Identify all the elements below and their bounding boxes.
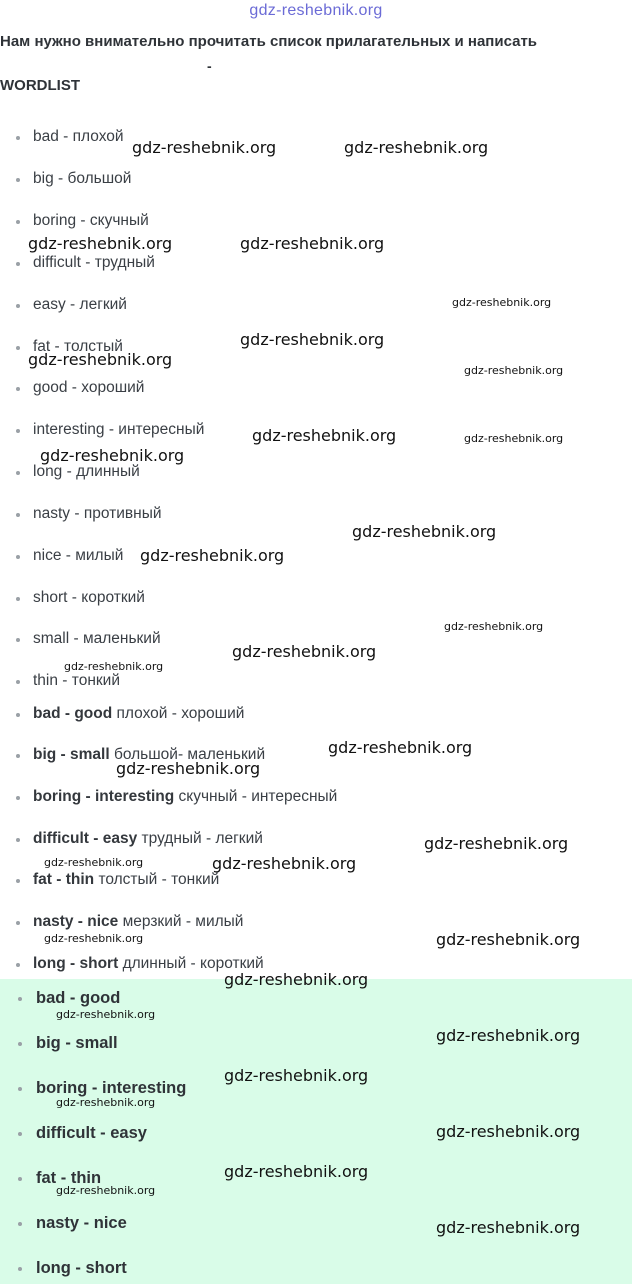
word-ru: легкий <box>79 296 127 313</box>
bullet-icon <box>16 921 20 925</box>
word-en: interesting <box>33 421 105 438</box>
word-text: long - длинный <box>33 463 140 480</box>
bullet-icon <box>16 513 20 517</box>
wordlist-title: WORDLIST <box>0 77 80 94</box>
word-ru: противный <box>83 505 162 522</box>
bullet-icon <box>16 713 20 717</box>
pair-en: difficult - easy <box>33 830 138 847</box>
bullet-icon <box>18 1267 22 1271</box>
answer-text: nasty - nice <box>36 1214 127 1232</box>
watermark-text: gdz-reshebnik.org <box>240 234 385 253</box>
word-text: nice - милый <box>33 547 124 564</box>
word-ru: плохой <box>72 128 124 145</box>
bullet-icon <box>16 136 20 140</box>
word-ru: короткий <box>81 589 145 606</box>
answer-text: fat - thin <box>36 1169 102 1187</box>
word-text: good - хороший <box>33 379 145 396</box>
word-text: interesting - интересный <box>33 421 205 438</box>
watermark-text: gdz-reshebnik.org <box>464 432 564 445</box>
watermark-text: gdz-reshebnik.org <box>444 620 544 633</box>
word-en: easy <box>33 296 66 313</box>
pair-ru: длинный - короткий <box>122 955 264 972</box>
bullet-icon <box>16 555 20 559</box>
pair-ru: толстый - тонкий <box>98 871 220 888</box>
watermark-text: gdz-reshebnik.org <box>464 364 564 377</box>
bullet-icon <box>16 838 20 842</box>
pair-en: fat - thin <box>33 871 95 888</box>
bullet-icon <box>16 597 20 601</box>
bullet-icon <box>16 387 20 391</box>
watermark-text: gdz-reshebnik.org <box>212 854 357 873</box>
pair-ru: мерзкий - милый <box>122 913 244 930</box>
watermark-text: gdz-reshebnik.org <box>232 642 377 661</box>
pair-ru: скучный - интересный <box>178 788 338 805</box>
watermark-text: gdz-reshebnik.org <box>44 856 144 869</box>
bullet-icon <box>16 262 20 266</box>
pair-text <box>33 786 337 808</box>
word-text: short - короткий <box>33 589 145 606</box>
watermark-text: gdz-reshebnik.org <box>328 738 473 757</box>
word-en: good <box>33 379 68 396</box>
word-text: fat - толстый <box>33 338 123 355</box>
answer-text: long - short <box>36 1259 127 1277</box>
pair-en: bad - good <box>33 705 113 722</box>
pair-text <box>33 869 219 891</box>
watermark-text: gdz-reshebnik.org <box>452 296 552 309</box>
pair-ru: большой- маленький <box>113 746 266 763</box>
bullet-icon <box>16 429 20 433</box>
bullet-icon <box>18 1132 22 1136</box>
word-ru: милый <box>75 547 124 564</box>
word-en: long <box>33 463 63 480</box>
bullet-icon <box>18 1177 22 1181</box>
pair-en: big - small <box>33 746 110 763</box>
watermark-text: gdz-reshebnik.org <box>436 930 581 949</box>
bullet-icon <box>16 638 20 642</box>
pair-text <box>33 703 244 725</box>
bullet-icon <box>16 220 20 224</box>
word-text: easy - легкий <box>33 296 127 313</box>
watermark-text: gdz-reshebnik.org <box>240 330 385 349</box>
task-intro: Нам нужно внимательно прочитать список прилагательных и написать <box>0 33 538 50</box>
pair-en: boring - interesting <box>33 788 175 805</box>
watermark-text: gdz-reshebnik.org <box>252 426 397 445</box>
watermark-text: gdz-reshebnik.org <box>56 1184 156 1197</box>
word-en: thin <box>33 672 58 689</box>
watermark-text: gdz-reshebnik.org <box>224 1162 369 1181</box>
watermark-text: gdz-reshebnik.org <box>64 660 164 673</box>
word-text: big - большой <box>33 170 132 187</box>
bullet-icon <box>16 346 20 350</box>
dash-mark: - <box>207 58 212 74</box>
pair-ru: трудный - легкий <box>141 830 263 847</box>
bullet-icon <box>16 796 20 800</box>
watermark-text: gdz-reshebnik.org <box>28 350 173 369</box>
watermark-text: gdz-reshebnik.org <box>224 1066 369 1085</box>
word-ru: тонкий <box>71 672 120 689</box>
word-ru: толстый <box>64 338 123 355</box>
word-ru: интересный <box>118 421 205 438</box>
bullet-icon <box>18 1042 22 1046</box>
watermark-text: gdz-reshebnik.org <box>28 234 173 253</box>
watermark-text: gdz-reshebnik.org <box>132 138 277 157</box>
bullet-icon <box>18 1222 22 1226</box>
pair-en: long - short <box>33 955 119 972</box>
pair-text <box>33 911 243 933</box>
word-en: nice <box>33 547 62 564</box>
word-ru: длинный <box>76 463 140 480</box>
pair-text <box>33 828 263 850</box>
bullet-icon <box>16 178 20 182</box>
word-text: nasty - противный <box>33 505 162 522</box>
watermark-text: gdz-reshebnik.org <box>140 546 285 565</box>
word-en: nasty <box>33 505 71 522</box>
answer-text: bad - good <box>36 989 121 1007</box>
word-en: difficult <box>33 254 81 271</box>
bullet-icon <box>16 963 20 967</box>
bullet-icon <box>18 1087 22 1091</box>
bullet-icon <box>16 879 20 883</box>
word-text: small - маленький <box>33 630 161 647</box>
watermark-text: gdz-reshebnik.org <box>56 1008 156 1021</box>
watermark-text: gdz-reshebnik.org <box>436 1218 581 1237</box>
word-text: thin - тонкий <box>33 672 120 689</box>
word-ru: большой <box>67 170 132 187</box>
bullet-icon <box>16 471 20 475</box>
watermark-text: gdz-reshebnik.org <box>56 1096 156 1109</box>
word-en: short <box>33 589 68 606</box>
bullet-icon <box>16 754 20 758</box>
watermark-text: gdz-reshebnik.org <box>424 834 569 853</box>
watermark-text: gdz-reshebnik.org <box>116 759 261 778</box>
pair-ru: плохой - хороший <box>116 705 245 722</box>
word-text: bad - плохой <box>33 128 124 145</box>
site-header-label[interactable]: gdz-reshebnik.org <box>249 2 383 19</box>
watermark-text: gdz-reshebnik.org <box>44 932 144 945</box>
bullet-icon <box>16 304 20 308</box>
word-en: boring <box>33 212 77 229</box>
word-text: difficult - трудный <box>33 254 155 271</box>
bullet-icon <box>16 680 20 684</box>
word-ru: маленький <box>82 630 161 647</box>
word-en: bad <box>33 128 59 145</box>
word-en: small <box>33 630 70 647</box>
bullet-icon <box>18 997 22 1001</box>
watermark-text: gdz-reshebnik.org <box>352 522 497 541</box>
word-ru: трудный <box>94 254 155 271</box>
watermark-text: gdz-reshebnik.org <box>436 1122 581 1141</box>
watermark-text: gdz-reshebnik.org <box>436 1026 581 1045</box>
word-ru: хороший <box>81 379 145 396</box>
word-en: big <box>33 170 54 187</box>
watermark-text: gdz-reshebnik.org <box>40 446 185 465</box>
pair-en: nasty - nice <box>33 913 119 930</box>
word-en: fat <box>33 338 51 355</box>
watermark-text: gdz-reshebnik.org <box>344 138 489 157</box>
word-text: boring - скучный <box>33 212 149 229</box>
watermark-text: gdz-reshebnik.org <box>224 970 369 989</box>
word-ru: скучный <box>89 212 149 229</box>
answer-text: boring - interesting <box>36 1079 187 1097</box>
answer-text: difficult - easy <box>36 1124 147 1142</box>
answer-text: big - small <box>36 1034 118 1052</box>
